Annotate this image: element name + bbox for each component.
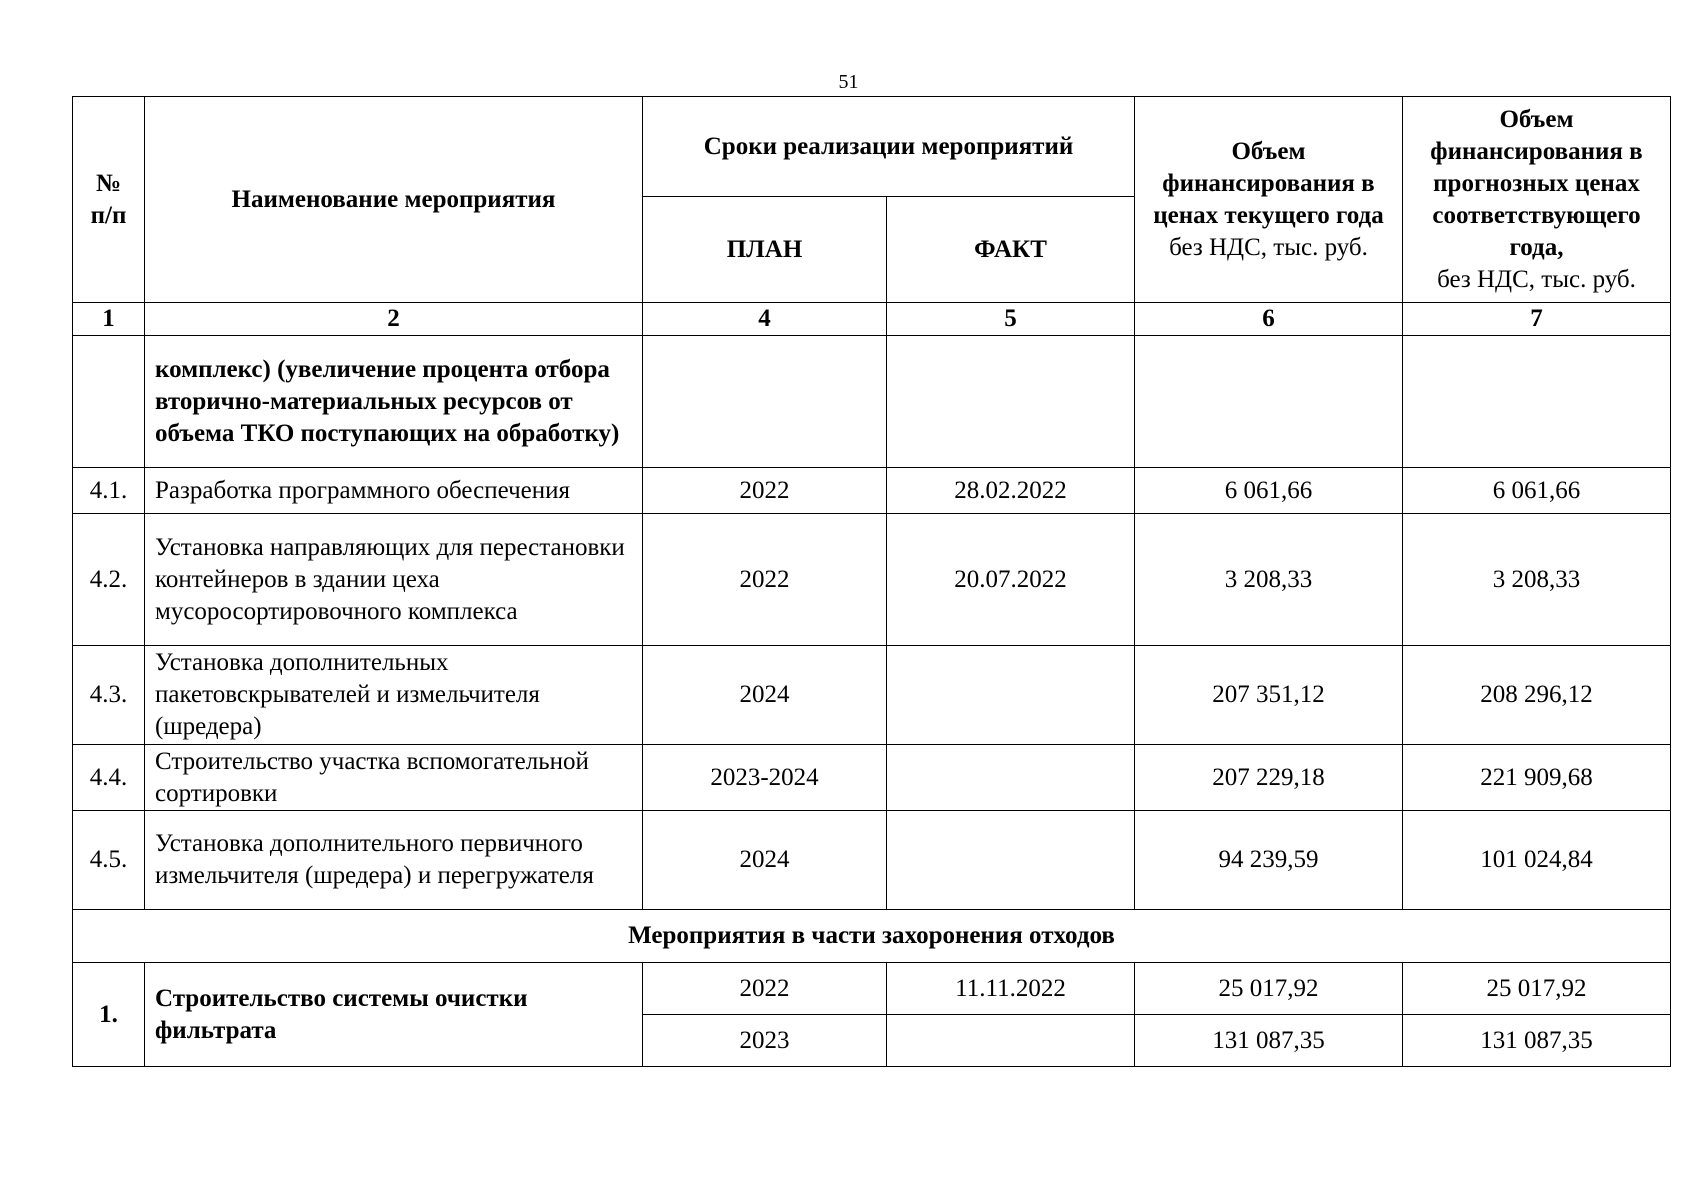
row-plan: 2024 [643,646,887,745]
header-fact: ФАКТ [887,197,1135,303]
header-volume-current-unit: без НДС, тыс. руб. [1169,233,1368,261]
row-volume-current: 94 239,59 [1135,811,1403,910]
row-volume-current: 25 017,92 [1135,963,1403,1015]
row-number: 4.5. [73,811,145,910]
row-name: Установка дополнительных пакетовскрывателей и измельчителя (шредера) [145,646,643,745]
row-volume-current: 3 208,33 [1135,514,1403,646]
continuation-row [73,336,1671,468]
table-row [73,745,1671,811]
row-number: 4.3. [73,646,145,745]
row-volume-forecast: 208 296,12 [1403,646,1671,745]
row-name: Строительство участка вспомогательной сортировки [145,745,643,811]
row-number: 4.1. [73,468,145,514]
row-volume-forecast: 3 208,33 [1403,514,1671,646]
row-volume-forecast: 6 061,66 [1403,468,1671,514]
financing-table [72,96,1671,1067]
row-name: Строительство системы очистки фильтрата [145,963,643,1067]
row-volume-current: 207 351,12 [1135,646,1403,745]
column-number: 6 [1135,303,1403,336]
continuation-name: комплекс) (увеличение процента отбора вторично-материальных ресурсов от объема ТКО поступающих на обработку) [145,336,643,468]
row-plan: 2024 [643,811,887,910]
header-volume-forecast-title: Объем финансирования в прогнозных ценах соответствующего года, [1430,105,1643,261]
section-row [73,910,1671,963]
row-fact [887,646,1135,745]
table-row [73,514,1671,646]
row-volume-forecast: 221 909,68 [1403,745,1671,811]
row-plan: 2022 [643,468,887,514]
table-row [73,468,1671,514]
row-plan: 2022 [643,514,887,646]
row-volume-forecast: 101 024,84 [1403,811,1671,910]
row-fact: 20.07.2022 [887,514,1135,646]
row-number: 1. [73,963,145,1067]
row-volume-forecast: 25 017,92 [1403,963,1671,1015]
column-number: 7 [1403,303,1671,336]
row-volume-current: 6 061,66 [1135,468,1403,514]
row-fact: 11.11.2022 [887,963,1135,1015]
row-volume-current: 131 087,35 [1135,1015,1403,1067]
table-row [73,811,1671,910]
header-volume-forecast-unit: без НДС, тыс. руб. [1437,265,1636,293]
header-plan: ПЛАН [643,197,887,303]
column-number: 5 [887,303,1135,336]
section-title: Мероприятия в части захоронения отходов [73,910,1671,963]
page-number: 51 [838,71,859,93]
header-name: Наименование мероприятия [145,97,643,303]
row-fact [887,811,1135,910]
row-plan: 2023-2024 [643,745,887,811]
row-volume-forecast: 131 087,35 [1403,1015,1671,1067]
column-number: 2 [145,303,643,336]
row-volume-current: 207 229,18 [1135,745,1403,811]
header-volume-forecast [1403,97,1671,303]
row-fact: 28.02.2022 [887,468,1135,514]
row-fact [887,1015,1135,1067]
row-number: 4.4. [73,745,145,811]
row-fact [887,745,1135,811]
column-number: 1 [73,303,145,336]
column-number: 4 [643,303,887,336]
header-number: № п/п [73,97,145,303]
header-terms: Сроки реализации мероприятий [643,97,1135,197]
row-plan: 2023 [643,1015,887,1067]
row-name: Установка дополнительного первичного измельчителя (шредера) и перегружателя [145,811,643,910]
column-number-row [73,303,1671,336]
header-volume-current [1135,97,1403,303]
table-row [73,963,1671,1015]
table-row [73,646,1671,745]
row-name: Разработка программного обеспечения [145,468,643,514]
header-volume-current-title: Объем финансирования в ценах текущего года [1153,137,1384,229]
row-name: Установка направляющих для перестановки контейнеров в здании цеха мусоросортировочного комплекса [145,514,643,646]
header-row-top [73,97,1671,197]
row-number: 4.2. [73,514,145,646]
row-plan: 2022 [643,963,887,1015]
